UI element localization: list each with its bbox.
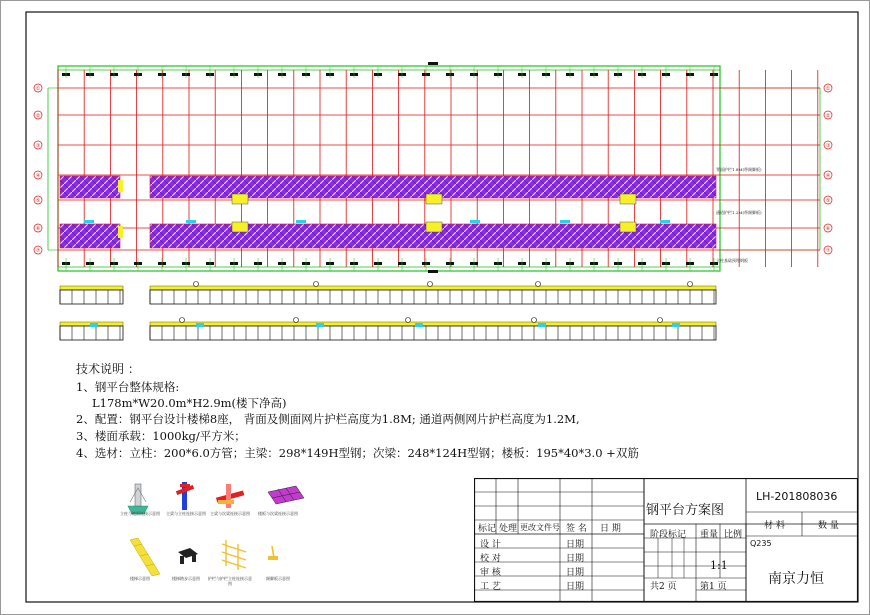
gate-mark	[660, 220, 670, 223]
tb-header-sign: 签 名	[566, 524, 587, 534]
elevation-frame	[60, 326, 123, 340]
elevation-gate	[316, 323, 324, 327]
elevation-gate	[672, 323, 680, 327]
gate-mark	[296, 220, 306, 223]
elevation-gate	[538, 323, 546, 327]
tb-material-value: Q235	[750, 539, 772, 548]
tb-role-check: 校 对	[480, 554, 501, 564]
elevation-marker	[406, 318, 411, 323]
tb-sheet-no: 第1 页	[700, 582, 727, 592]
elevation-frame	[60, 290, 123, 304]
axis-label-left: ④	[35, 173, 41, 179]
stair-icon	[130, 538, 160, 576]
caption-main-secondary: 主梁与次梁连接示意图	[210, 511, 250, 516]
caption-kickplate: 踢脚板示意图	[266, 576, 290, 581]
tb-drawing-title: 钢平台方案图	[646, 503, 725, 518]
elevation-deck-band	[150, 286, 716, 290]
annotation-aisle-rail: 通道护栏1.2M(带踢脚板)	[716, 210, 762, 215]
tb-material-label: 材 料	[764, 521, 785, 531]
caption-stair: 楼梯示意图	[130, 576, 150, 581]
elevation-marker	[180, 318, 185, 323]
column-beam-joint-icon	[176, 482, 194, 510]
axis-label-left: ⑦	[35, 248, 41, 254]
main-secondary-beam-icon	[216, 484, 244, 508]
tb-header-process: 处理	[499, 524, 518, 534]
stair-block	[620, 194, 636, 204]
tb-total-sheets: 共2 页	[650, 582, 677, 592]
guardrail-icon	[222, 540, 246, 570]
tech-note-line-5: 4、选材：立柱：200*6.0方管；主梁：298*149H型钢；次梁：248*124H型钢；楼板：195*40*3.0 +双筋	[76, 446, 639, 460]
axis-label-right: ①	[825, 86, 831, 92]
floor-grating-icon	[268, 486, 304, 504]
annotation-base-plate: 立柱基础预埋钢板	[716, 258, 748, 263]
tb-stage-label: 阶段标记	[650, 530, 687, 540]
tb-date-process: 日期	[566, 582, 585, 592]
axis-label-right: ④	[825, 173, 831, 179]
axis-label-left: ③	[35, 143, 41, 149]
tb-header-mark: 标记	[478, 524, 497, 534]
elevation-deck-band	[150, 322, 716, 326]
tb-quantity-label: 数 量	[818, 521, 839, 531]
tb-scale-label: 比例	[724, 530, 743, 540]
axis-label-left: ②	[35, 113, 41, 119]
tech-note-line-2: L178m*W20.0m*H2.9m(楼下净高)	[92, 396, 287, 410]
elevation-frame	[150, 326, 716, 340]
tb-date-design: 日期	[566, 540, 585, 550]
gate-mark	[84, 220, 94, 223]
kickplate-icon	[268, 546, 278, 560]
caption-column-base: 立柱与地面连接示意图	[120, 511, 160, 516]
tb-role-review: 审 核	[480, 568, 501, 578]
elevation-gate	[415, 323, 423, 327]
stair-block	[620, 222, 636, 232]
elevation-marker	[688, 282, 693, 287]
stair-block	[118, 180, 123, 192]
tb-drawing-number: LH-201808036	[756, 490, 838, 503]
tb-role-design: 设 计	[480, 540, 501, 550]
gate-mark	[470, 220, 480, 223]
axis-label-left: ①	[35, 86, 41, 92]
elevation-deck-band	[60, 286, 123, 290]
stair-block	[232, 194, 248, 204]
tb-date-review: 日期	[566, 568, 585, 578]
gate-mark	[560, 220, 570, 223]
caption-column-beam: 主梁与立柱连接示意图	[166, 511, 206, 516]
tb-role-process: 工 艺	[480, 582, 501, 592]
tb-header-date: 日 期	[600, 524, 621, 534]
tb-header-change-doc: 更改文件号	[520, 523, 560, 532]
elevation-marker	[536, 282, 541, 287]
column-base-icon	[128, 484, 148, 514]
elevation-frame	[150, 290, 716, 304]
caption-guardrail: 护栏与护栏立柱连接示意图	[208, 576, 252, 586]
tb-scale-value: 1:1	[710, 559, 728, 572]
platform-deck-strip	[60, 176, 120, 198]
annotation-back-rail: 背面护栏1.8M(带踢脚板)	[716, 167, 762, 172]
platform-deck-strip	[60, 224, 120, 248]
axis-label-left: ⑤	[35, 198, 41, 204]
tech-note-line-3: 2、配置：钢平台设计楼梯8座， 背面及侧面网片护栏高度为1.8M; 通道两侧网片护栏高度为1.2M,	[76, 412, 580, 426]
tech-note-line-4: 3、楼面承载：1000kg/平方米；	[76, 429, 246, 443]
tb-date-check: 日期	[566, 554, 585, 564]
stair-block	[426, 222, 442, 232]
stair-block	[232, 222, 248, 232]
axis-label-right: ③	[825, 143, 831, 149]
axis-label-right: ⑦	[825, 248, 831, 254]
elevation-marker	[314, 282, 319, 287]
stair-block	[426, 194, 442, 204]
axis-label-right: ⑤	[825, 198, 831, 204]
tech-note-line-1: 1、钢平台整体规格:	[76, 380, 180, 394]
elevation-marker	[532, 318, 537, 323]
elevation-marker	[294, 318, 299, 323]
elevation-marker	[428, 282, 433, 287]
tb-company: 南京力恒	[768, 571, 824, 587]
caption-stair-connection: 楼梯踏步示意图	[172, 576, 200, 581]
gate-mark	[186, 220, 196, 223]
axis-label-left: ⑥	[35, 226, 41, 232]
caption-floor-grating: 楼板与次梁连接示意图	[258, 511, 298, 516]
axis-label-right: ②	[825, 113, 831, 119]
axis-label-right: ⑥	[825, 226, 831, 232]
tech-notes-title: 技术说明 ：	[76, 362, 140, 376]
tb-weight-label: 重量	[700, 530, 719, 540]
stair-connection-icon	[178, 548, 198, 564]
elevation-marker	[194, 282, 199, 287]
elevation-gate	[196, 323, 204, 327]
stair-block	[118, 226, 123, 238]
elevation-marker	[658, 318, 663, 323]
elevation-gate	[90, 323, 98, 327]
